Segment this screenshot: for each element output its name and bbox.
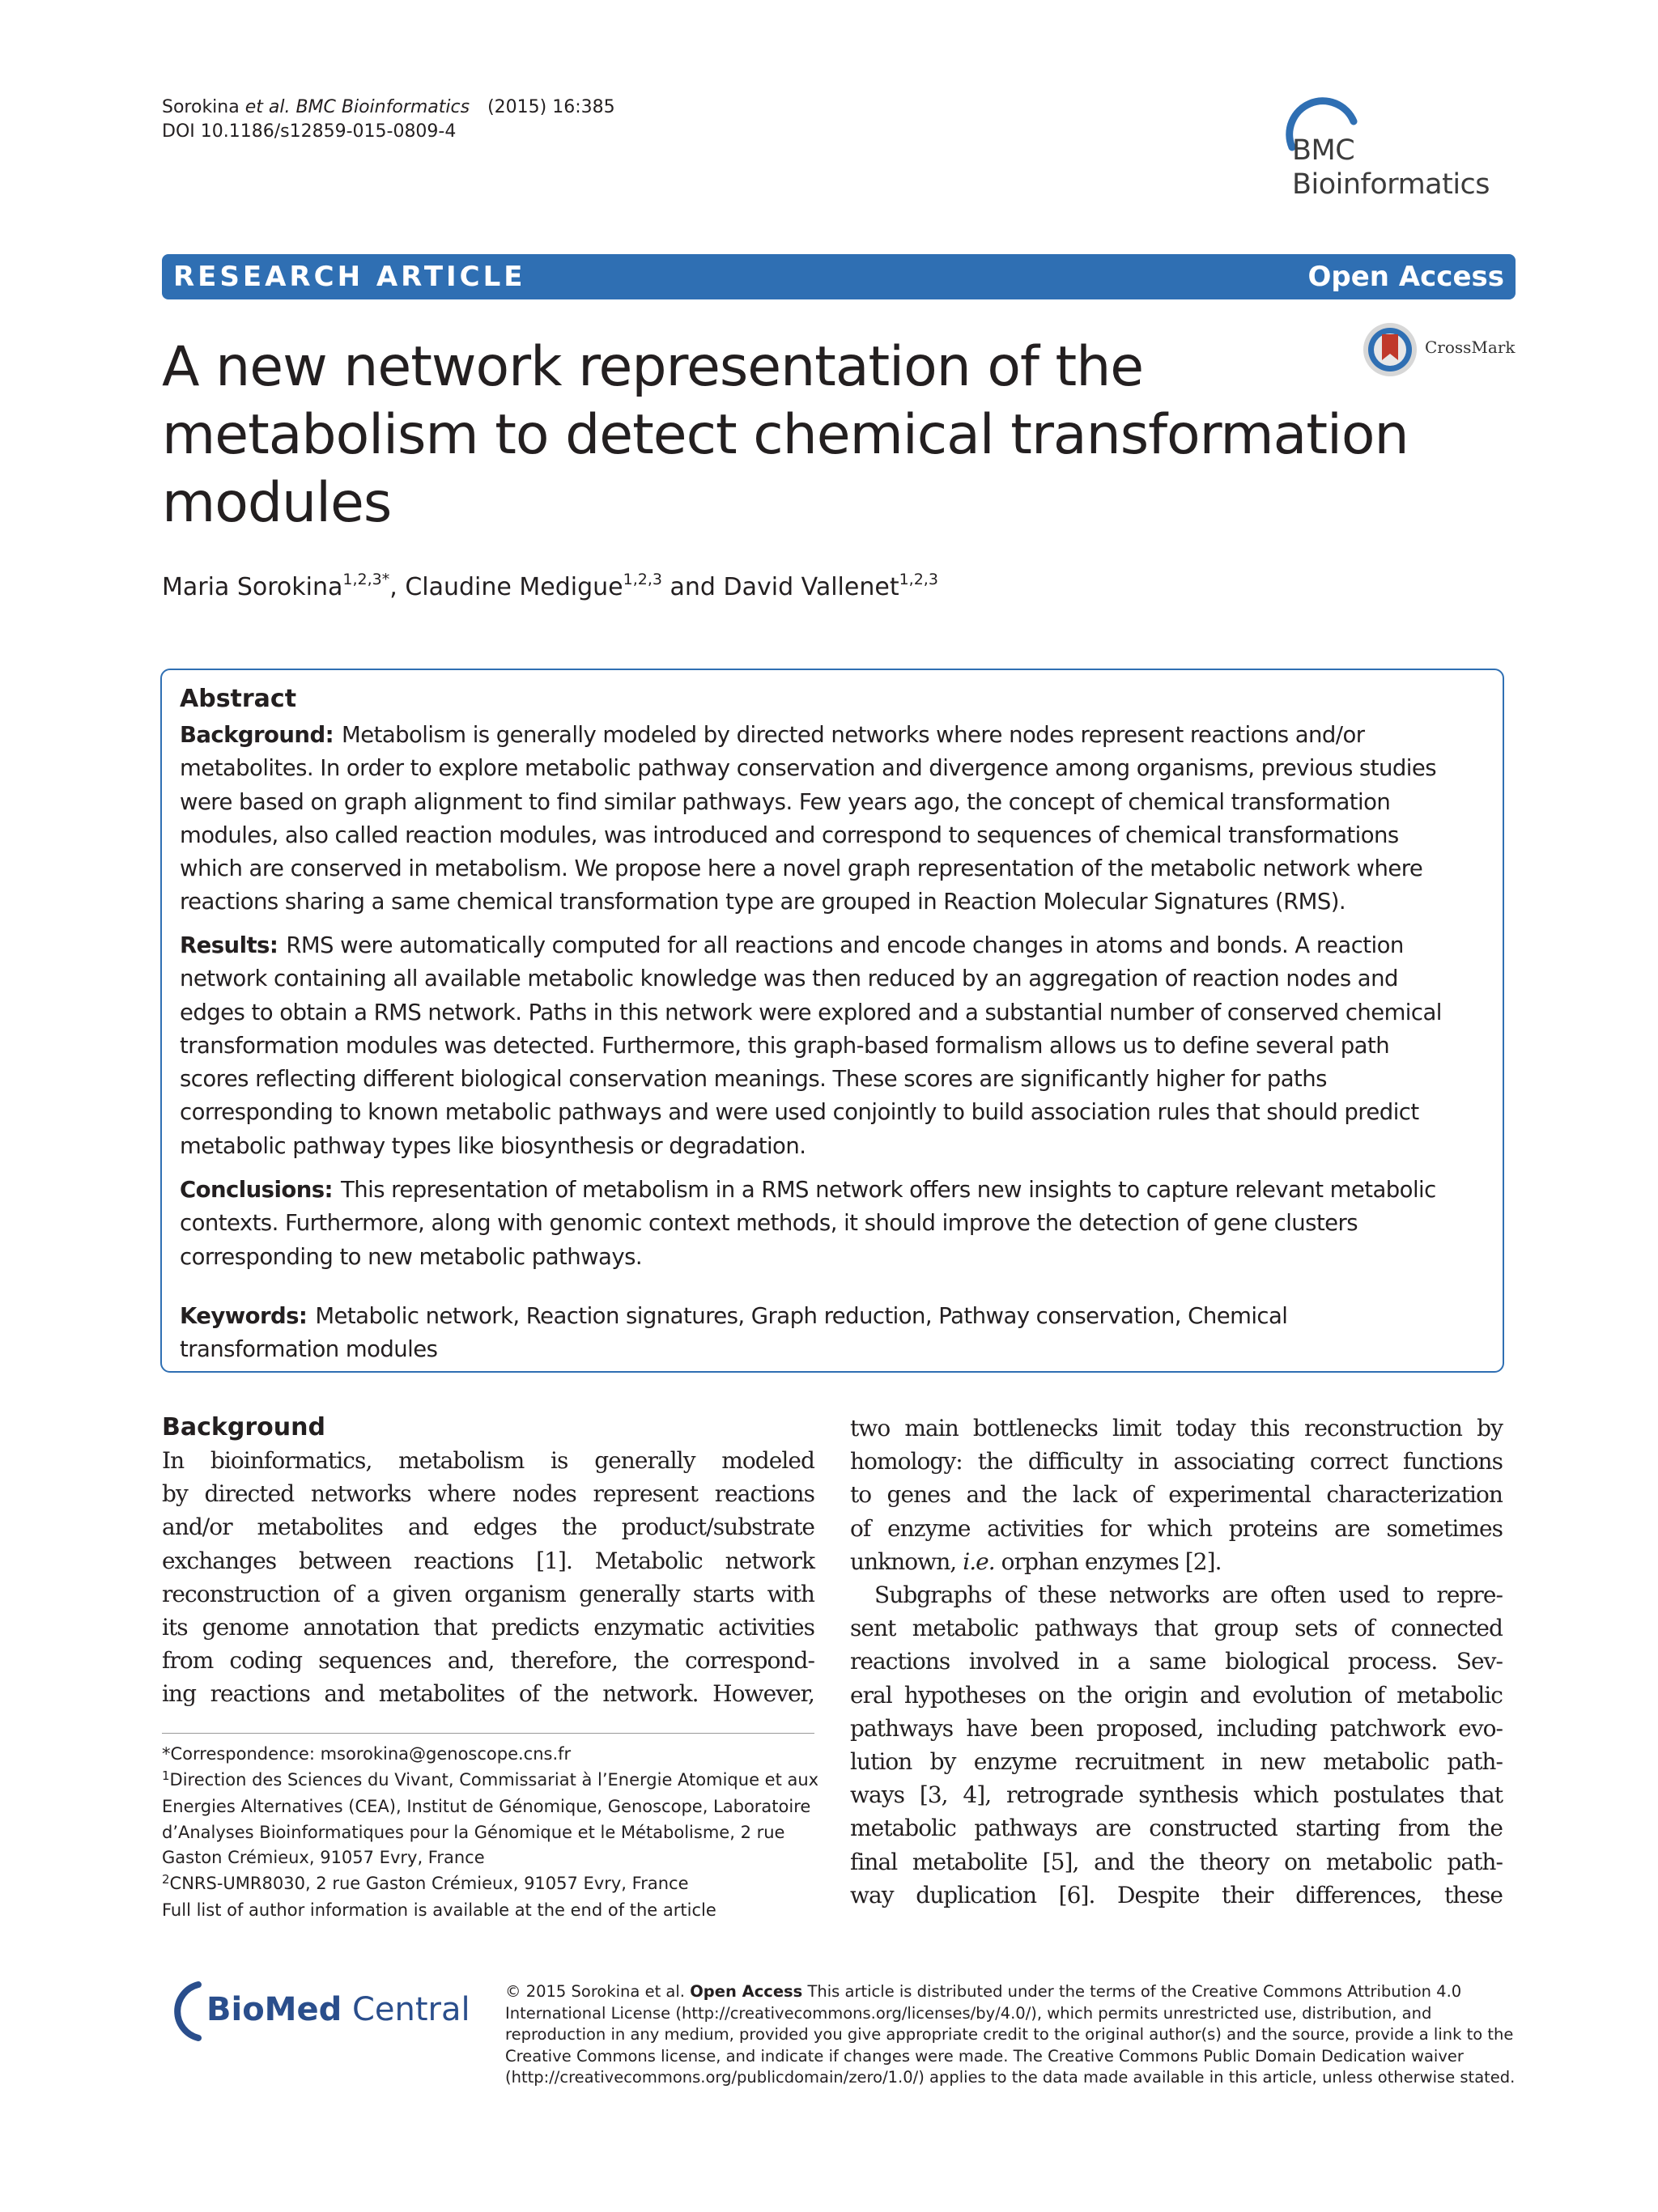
crossmark-label: CrossMark (1425, 338, 1516, 357)
author-affiliation: 1,2,3 (623, 571, 662, 588)
author-affiliation: 1,2,3* (342, 571, 390, 588)
abstract-heading: Abstract (180, 685, 297, 713)
abstract-keywords: Keywords: Metabolic network, Reaction signatures, Graph reduction, Pathway conservation, Chemical transformation modules (180, 1303, 1288, 1363)
title-line: modules (162, 471, 392, 535)
body-right-column (850, 1412, 1503, 1912)
footnote-divider (162, 1733, 814, 1734)
abstract-section-label: Background: (180, 722, 334, 748)
header-citation (162, 96, 615, 144)
body-left-column (162, 1412, 814, 1711)
abstract-section-label: Results: (180, 932, 278, 958)
open-access-label: Open Access (1307, 261, 1504, 293)
author-name: and David Vallenet (661, 573, 899, 601)
author-info-note: Full list of author information is available at the end of the article (162, 1900, 716, 1920)
title-line: metabolism to detect chemical transformation (162, 403, 1409, 467)
abstract-box (160, 669, 1504, 1373)
title-line: A new network representation of the (162, 335, 1144, 399)
journal-logo-line1: BMC (1292, 134, 1355, 167)
publisher-logo (158, 1975, 482, 2048)
author-affiliation: 1,2,3 (899, 571, 938, 588)
header-doi: DOI 10.1186/s12859-015-0809-4 (162, 121, 457, 142)
abstract-section-label: Conclusions: (180, 1177, 333, 1203)
body-paragraph: Subgraphs of these networks are often used to repre- sent metabolic pathways that group sets of connected reactions involved in a same biological process. Sev- eral hypotheses on the origin and evolution of metabolic pathways have been proposed, including patchwork evo- lution by enzyme recruitment in new metabolic path- ways [3, 4], retrograde synthesis which postulates that metabolic pathways are constructed starting from the final metabolite [5], and the theory on metabolic path- way duplication [6]. Despite their differences, these (850, 1582, 1503, 1908)
license-text: © 2015 Sorokina et al. Open Access This article is distributed under the terms of the Creative Commons Attribution 4.0 International License (http://creativecommons.org/licenses/by/4.0/), which permits unrestricted use, distribution, and reproduction in any medium, provided you give appropriate credit to the original author(s) and the source, provide a link to the Creative Commons license, and indicate if changes were made. The Creative Commons Public Domain Dedication waiver (http://creativecommons.org/publicdomain/zero/1.0/) applies to the data made available in this article, unless otherwise stated. (505, 1982, 1516, 2087)
article-type-label: RESEARCH ARTICLE (173, 261, 526, 293)
body-paragraph: two main bottlenecks limit today this reconstruction by homology: the difficulty in associating correct functions to genes and the lack of experimental characterization of enzyme activities for which proteins are sometimes unknown, i.e. orphan enzymes [2]. (850, 1415, 1503, 1575)
body-paragraph: In bioinformatics, metabolism is generally modeled by directed networks where nodes represent reactions and/or metabolites and edges the product/substrate exchanges between reactions [1]. Metabolic network reconstruction of a given organism generally starts with its genome annotation that predicts enzymatic activities from coding sequences and, therefore, the correspond- ing reactions and metabolites of the network. However, (162, 1447, 814, 1708)
abstract-conclusions: Conclusions: This representation of metabolism in a RMS network offers new insights to capture relevant metabolic contexts. Furthermore, along with genomic context methods, it should improve the detection of gene clusters corresponding to new metabolic pathways. (180, 1177, 1436, 1270)
footnotes: *Correspondence: msorokina@genoscope.cns.fr $^1$Direction des Sciences du Vivant, Commissariat à l’Energie Atomique et aux Energies Alternatives (CEA), Institut de Génomique, Genoscope, Laboratoire d’Analyses Bioinformatiques pour la Génomique et le Métabolisme, 2 rue Gaston Crémieux, 91057 Evry, France $^2$CNRS-UMR8030, 2 rue Gaston Crémieux, 91057 Evry, France Full list of author information is available at the end of the article (162, 1742, 826, 1924)
section-heading: Background (162, 1413, 325, 1441)
article-title (162, 333, 1506, 537)
article-type-banner (162, 254, 1516, 299)
author-name: Maria Sorokina (162, 573, 343, 601)
journal-logo (1263, 97, 1522, 219)
header-authors: Sorokina (162, 97, 245, 117)
publisher-name-rest: Central (342, 1991, 470, 2028)
abstract-results: Results: RMS were automatically computed for all reactions and encode changes in atoms and bonds. A reaction network containing all available metabolic knowledge was then reduced by an aggregation of reaction nodes and edges to obtain a RMS network. Paths in this network were explored and a substantial number of conserved chemical transformation modules was detected. Furthermore, this graph-based formalism allows us to define several path scores reflecting different biological conservation meanings. These scores are significantly higher for paths corresponding to known metabolic pathways and were used conjointly to build association rules that should predict metabolic pathway types like biosynthesis or degradation. (180, 932, 1442, 1159)
publisher-name-bold: BioMed (206, 1991, 342, 2028)
header-year-volume: (2015) 16:385 (487, 97, 615, 117)
header-journal: et al. BMC Bioinformatics (244, 97, 470, 117)
abstract-section-label: Keywords: (180, 1303, 308, 1329)
abstract-background: Background: Metabolism is generally modeled by directed networks where nodes represent reactions and/or metabolites. In order to explore metabolic pathway conservation and divergence among organisms, previous studies were based on graph alignment to find similar pathways. Few years ago, the concept of chemical transformation modules, also called reaction modules, was introduced and correspond to sequences of chemical transformations which are conserved in metabolism. We propose here a novel graph representation of the metabolic network where reactions sharing a same chemical transformation type are grouped in Reaction Molecular Signatures (RMS). (180, 722, 1437, 915)
author-name: , Claudine Medigue (389, 573, 623, 601)
author-list (162, 571, 938, 606)
correspondence-note[interactable]: *Correspondence: msorokina@genoscope.cns.fr (162, 1744, 572, 1764)
journal-logo-line2: Bioinformatics (1292, 168, 1490, 201)
